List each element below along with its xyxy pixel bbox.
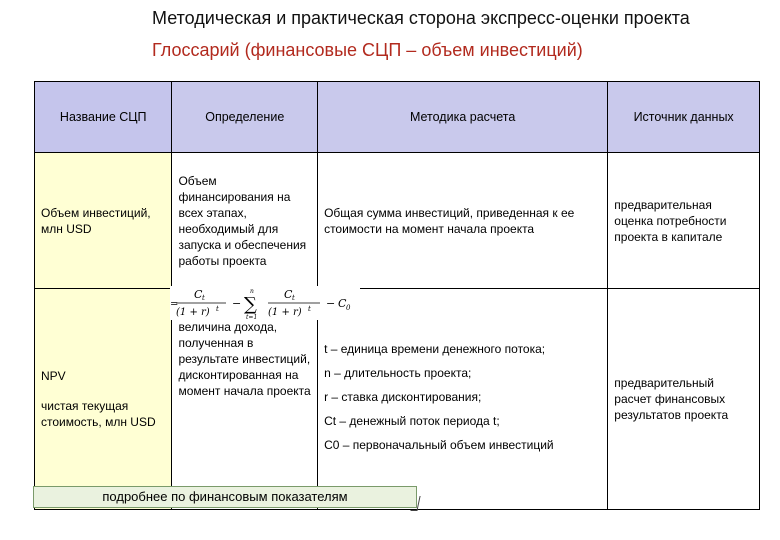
- row-investment-name: Объем инвестиций, млн USD: [35, 153, 172, 289]
- npv-formula-svg: [170, 286, 360, 320]
- formula-zero: 0: [346, 304, 351, 312]
- table-row: [35, 289, 760, 510]
- row-investment-source: предварительная оценка потребности проекта в капитале: [608, 153, 760, 289]
- header-definition: Определение: [172, 82, 318, 153]
- page-title: Методическая и практическая сторона экспресс-оценки проекта: [152, 8, 690, 28]
- formula-minus-2: −: [326, 297, 336, 310]
- formula-sigma: ∑: [244, 294, 257, 315]
- formula-denominator-2: (1 + r): [268, 307, 302, 318]
- row-investment-method: Общая сумма инвестиций, приведенная к ее стоимости на момент начала проекта: [318, 153, 608, 289]
- row-npv-definition: величина дохода, полученная в результате инвестиций, дисконтированная на момент начала проекта: [172, 289, 318, 510]
- more-financial-indicators-button[interactable]: подробнее по финансовым показателям: [33, 486, 417, 508]
- glossary-table: [34, 81, 760, 510]
- table-row: [35, 153, 760, 289]
- formula-c0: C: [338, 297, 347, 310]
- formula-c-top-right: C: [284, 288, 293, 301]
- legend-t: t – единица времени денежного потока;: [324, 342, 546, 356]
- formula-minus-1: −: [232, 297, 242, 310]
- header-name: Название СЦП: [35, 82, 172, 153]
- legend-ct: Ct – денежный поток периода t;: [324, 414, 500, 428]
- row-investment-definition: Объем финансирования на всех этапах, необходимый для запуска и обеспечения работы проекта: [172, 153, 318, 289]
- formula-t-top-left: t: [202, 294, 205, 302]
- table-header-row: [35, 82, 760, 153]
- npv-full-name: чистая текущая стоимость, млн USD: [41, 399, 156, 429]
- formula-c-top-left: C: [194, 288, 203, 301]
- row-npv-source: предварительный расчет финансовых результатов проекта: [608, 289, 760, 510]
- formula-exp-1: t: [216, 305, 219, 313]
- npv-formula: [170, 286, 360, 320]
- legend-r: r – ставка дисконтирования;: [324, 390, 482, 404]
- header-method: Методика расчета: [318, 82, 608, 153]
- npv-abbreviation: NPV: [41, 369, 66, 383]
- formula-t-top-right: t: [292, 294, 295, 302]
- formula-exp-2: t: [308, 305, 311, 313]
- page-subtitle: Глоссарий (финансовые СЦП – объем инвестиций): [152, 40, 583, 60]
- legend-n: n – длительность проекта;: [324, 366, 472, 380]
- row-npv-method: [318, 289, 608, 510]
- formula-sum-top: n: [250, 288, 254, 295]
- method-legend: [324, 341, 601, 453]
- formula-denominator-1: (1 + r): [176, 307, 210, 318]
- formula-sum-bottom: t=1: [246, 314, 258, 320]
- legend-c0: C0 – первоначальный объем инвестиций: [324, 438, 554, 452]
- header-source: Источник данных: [608, 82, 760, 153]
- formula-equals: =: [170, 299, 179, 310]
- row-npv-name: [35, 289, 172, 510]
